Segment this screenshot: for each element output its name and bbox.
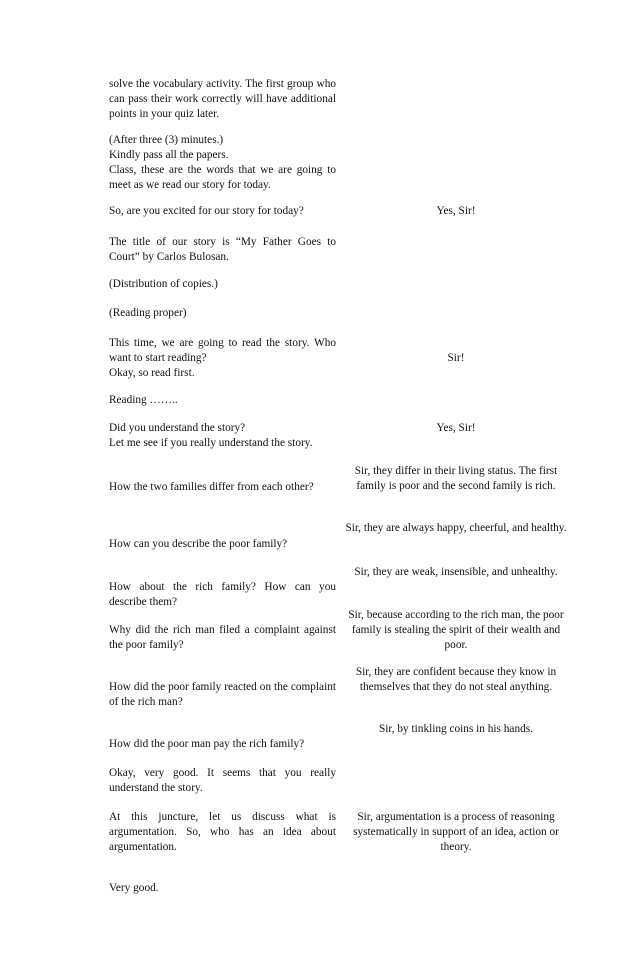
teacher-line: This time, we are going to read the story. Who want to start reading? (109, 337, 336, 365)
teacher-line: Why did the rich man filed a complaint against the poor family? (109, 624, 336, 652)
teacher-line: How did the poor man pay the rich family? (109, 738, 305, 750)
student-response: Yes, Sir! (436, 205, 476, 217)
teacher-line: How about the rich family? How can you describe them? (109, 581, 336, 609)
teacher-line: Let me see if you really understand the story. (109, 437, 313, 449)
student-response: Sir, because according to the rich man, the poor family is stealing the spirit of their wealth and poor. (348, 609, 564, 652)
teacher-line: solve the vocabulary activity. The first group who can pass their work correctly will have additional points in your quiz later. (109, 78, 336, 121)
teacher-line: Reading …….. (109, 394, 178, 406)
teacher-line: Kindly pass all the papers. (109, 149, 229, 161)
student-response: Sir! (447, 352, 465, 364)
student-response: Yes, Sir! (436, 422, 476, 434)
teacher-line: Did you understand the story? (109, 422, 246, 434)
teacher-line: How did the poor family reacted on the complaint of the rich man? (109, 681, 336, 709)
student-response: Sir, they are weak, insensible, and unhealthy. (354, 566, 558, 578)
teacher-line: Okay, very good. It seems that you really understand the story. (109, 767, 336, 795)
teacher-line: (Distribution of copies.) (109, 278, 218, 290)
teacher-line: (Reading proper) (109, 307, 187, 319)
student-response: Sir, they differ in their living status. The first family is poor and the second family is rich. (354, 465, 558, 493)
teacher-line: Class, these are the words that we are going to meet as we read our story for today. (109, 164, 336, 192)
student-response: Sir, they are confident because they know in themselves that they do not steal anything. (355, 666, 557, 694)
student-response: Sir, argumentation is a process of reasoning systematically in support of an idea, action or theory. (353, 811, 559, 854)
teacher-line: So, are you excited for our story for today? (109, 205, 304, 217)
teacher-line: Okay, so read first. (109, 367, 195, 379)
teacher-line: (After three (3) minutes.) (109, 134, 224, 146)
student-response: Sir, by tinkling coins in his hands. (379, 723, 533, 735)
student-response: Sir, they are always happy, cheerful, and healthy. (345, 522, 567, 534)
teacher-line: Very good. (109, 882, 159, 894)
teacher-line: How can you describe the poor family? (109, 538, 288, 550)
teacher-line: At this juncture, let us discuss what is argumentation. So, who has an idea about argumentation. (109, 811, 336, 854)
teacher-line: The title of our story is “My Father Goes to Court” by Carlos Bulosan. (109, 236, 336, 264)
teacher-line: How the two families differ from each other? (109, 481, 314, 493)
